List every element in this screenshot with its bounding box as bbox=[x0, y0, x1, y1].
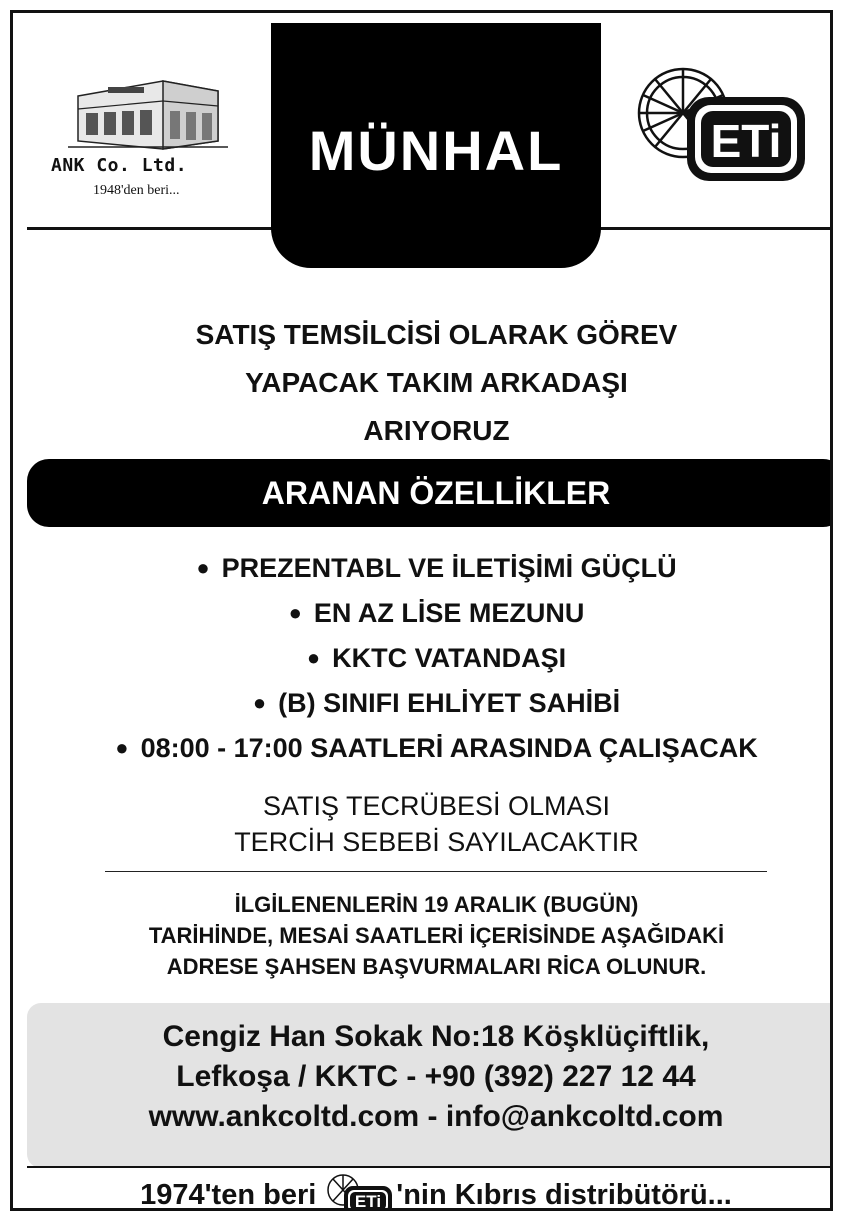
footer-prefix: 1974'ten beri bbox=[140, 1178, 317, 1211]
eti-logo bbox=[625, 65, 810, 190]
intro-line-3: ARIYORUZ bbox=[363, 415, 510, 446]
company-name: ANK Co. Ltd. bbox=[51, 155, 188, 176]
bullet-icon: ● bbox=[306, 645, 321, 670]
intro-line-1: SATIŞ TEMSİLCİSİ OLARAK GÖREV bbox=[195, 319, 678, 350]
list-item: ● EN AZ LİSE MEZUNU bbox=[33, 590, 833, 635]
list-item: ● (B) SINIFI EHLİYET SAHİBİ bbox=[33, 680, 833, 725]
list-item: ● KKTC VATANDAŞI bbox=[33, 635, 833, 680]
apply-line-1: İLGİLENENLERİN 19 ARALIK (BUGÜN) bbox=[234, 892, 639, 917]
eti-logo-text: ETi bbox=[710, 115, 782, 167]
web-email-line: www.ankcoltd.com - info@ankcoltd.com bbox=[148, 1100, 724, 1133]
company-since: 1948'den beri... bbox=[93, 183, 180, 198]
apply-line-3: ADRESE ŞAHSEN BAŞVURMALARI RİCA OLUNUR. bbox=[166, 954, 707, 979]
apply-line-2: TARİHİNDE, MESAİ SAATLERİ İÇERİSİNDE AŞAĞIDAKİ bbox=[148, 923, 725, 948]
eti-mini-logo-text: ETi bbox=[355, 1192, 382, 1211]
advertisement-frame bbox=[10, 10, 833, 1211]
page-title: MÜNHAL bbox=[308, 119, 564, 182]
footer-divider bbox=[27, 1166, 833, 1168]
note-line-2: TERCİH SEBEBİ SAYILACAKTIR bbox=[234, 827, 639, 857]
section-divider bbox=[105, 871, 767, 872]
contact-info bbox=[27, 1017, 833, 1137]
company-building-illustration bbox=[68, 61, 228, 151]
bullet-icon: ● bbox=[196, 555, 210, 580]
list-item: ● PREZENTABL VE İLETİŞİMİ GÜÇLÜ bbox=[33, 545, 833, 590]
intro-line-2: YAPACAK TAKIM ARKADAŞI bbox=[245, 367, 628, 398]
bullet-icon: ● bbox=[288, 600, 302, 625]
address-line-1: Cengiz Han Sokak No:18 Köşklüçiftlik, bbox=[162, 1020, 710, 1053]
note-line-1: SATIŞ TECRÜBESİ OLMASI bbox=[262, 791, 611, 821]
list-item: ● 08:00 - 17:00 SAATLERİ ARASINDA ÇALIŞACAK bbox=[33, 725, 833, 770]
address-line-2: Lefkoşa / KKTC - +90 (392) 227 12 44 bbox=[176, 1060, 696, 1093]
experience-note bbox=[33, 788, 833, 860]
intro-heading bbox=[43, 311, 830, 455]
bullet-icon: ● bbox=[252, 690, 267, 715]
requirements-title: ARANAN ÖZELLİKLER bbox=[261, 475, 611, 511]
bullet-icon: ● bbox=[115, 735, 129, 760]
footer-tagline bbox=[27, 1172, 833, 1211]
requirements-list bbox=[33, 545, 833, 770]
eti-mini-logo bbox=[322, 1172, 394, 1211]
application-instructions bbox=[33, 889, 833, 982]
footer-suffix: 'nin Kıbrıs distribütörü... bbox=[396, 1178, 732, 1211]
